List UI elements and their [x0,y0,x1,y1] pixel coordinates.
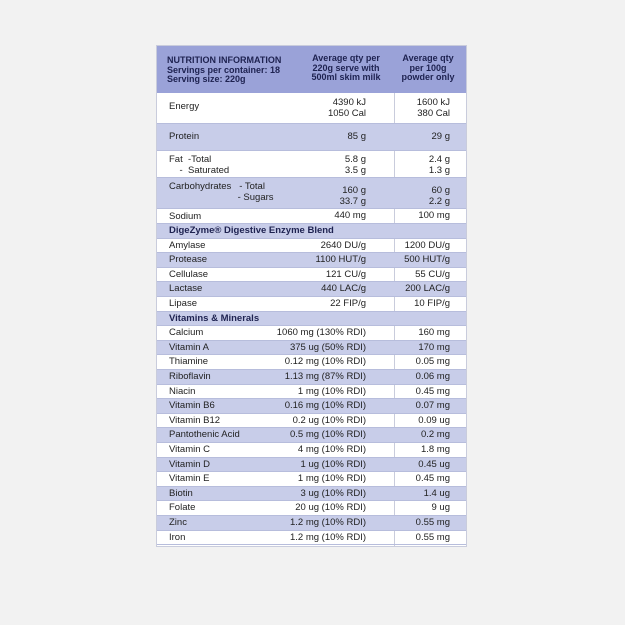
value-per-serve [298,444,366,455]
nutrient-row [157,487,466,502]
value-per-serve [298,473,366,484]
nutrient-name [169,254,207,265]
value-per-100g-line: 29 g [431,131,450,142]
nutrient-name-line: Iron [169,531,186,543]
value-per-100g [416,356,450,367]
nutrient-name-line: Folate [169,502,196,514]
value-per-serve-line: 1.2 mg (10% RDI) [289,531,366,543]
nutrient-row [157,209,466,224]
value-per-serve [295,502,366,513]
value-per-serve-line: 3.5 g [344,165,366,176]
value-per-serve [293,415,366,426]
value-per-100g-line: 1600 kJ [416,97,450,108]
value-per-serve [348,131,367,142]
nutrient-row [157,428,466,443]
value-per-100g [416,517,450,528]
value-per-serve [290,532,366,543]
nutrient-name-line: Biotin [169,487,193,499]
value-per-100g-line: 160 mg [418,327,450,339]
value-per-100g [416,473,450,484]
nutrient-name [169,269,208,280]
value-per-100g [429,154,450,176]
nutrient-name [169,131,199,142]
value-per-100g [405,283,450,294]
value-per-serve-line: 0.12 mg (10% RDI) [284,356,366,368]
value-per-100g [421,429,450,440]
value-per-serve-line: 2640 DU/g [320,239,366,251]
value-per-serve-line: 3 ug (10% RDI) [300,487,366,499]
nutrient-row [157,501,466,516]
value-per-serve [290,517,366,528]
value-per-100g [418,327,450,338]
value-per-serve-line: 22 FIP/g [330,298,366,309]
value-per-serve-line: 160 g [342,185,366,196]
nutrient-row [157,355,466,370]
value-per-serve [315,254,366,265]
value-per-100g [416,386,450,397]
value-per-100g [416,371,450,382]
nutrient-name-line: Carbohydrates - Total [169,181,265,192]
value-per-100g-line: 2.4 g [428,154,450,165]
value-per-100g-line: 60 g [431,185,450,196]
value-per-serve [285,400,366,411]
nutrient-name [169,240,205,251]
value-per-100g [405,240,450,251]
column-header-per-serve [307,54,385,83]
value-per-100g-line: 380 Cal [417,108,450,119]
nutrient-name [169,371,211,382]
value-per-100g-line: 1.4 ug [423,487,450,499]
value-per-serve-line: 1 mg (10% RDI) [297,385,366,397]
nutrient-row [157,341,466,356]
value-per-serve-line: 0.16 mg (10% RDI) [284,400,366,412]
value-per-100g-line: 0.2 mg [420,429,450,441]
value-per-100g-line: 9 ug [431,502,450,514]
value-per-100g [404,254,450,265]
nutrient-row [157,178,466,209]
value-per-serve [340,185,366,207]
nutrient-name-line: Pantothenic Acid [169,429,240,441]
nutrient-row [157,531,466,546]
value-per-100g-line: 0.45 mg [415,385,450,397]
value-per-serve [330,298,366,309]
nutrient-row [157,124,466,151]
value-per-serve [290,429,366,440]
value-per-100g-line: 0.45 ug [418,458,450,470]
nutrient-name-line: Vitamin B6 [169,400,215,412]
value-per-100g-line: 0.07 mg [415,400,450,412]
nutrient-name [169,327,203,338]
nutrient-name [169,211,201,222]
nutrient-row [157,472,466,487]
nutrient-row [157,297,466,312]
value-per-serve-line: 4 mg (10% RDI) [297,444,366,455]
value-per-100g [418,210,450,221]
value-per-100g-line: 0.55 mg [415,517,450,528]
nutrient-name-line: Zinc [169,517,187,528]
value-per-serve-line: 1.2 mg (10% RDI) [289,517,366,528]
value-per-100g [416,532,450,543]
nutrient-name [169,342,209,353]
nutrient-row [157,516,466,531]
value-per-100g [429,185,450,207]
nutrient-row [157,282,466,297]
column-header-line: powder only [401,72,455,82]
value-per-100g-line: 200 LAC/g [405,283,450,295]
nutrient-row [157,399,466,414]
value-per-100g-line: 500 HUT/g [404,254,450,266]
value-per-100g-line: 0.05 mg [415,356,450,368]
nutrient-name-line: Lactase [169,283,203,295]
nutrient-name-line: Vitamin B12 [169,414,221,426]
nutrient-name-line: Vitamin C [169,444,211,455]
column-header-line: per 100g [409,62,447,73]
value-per-serve [285,371,366,382]
value-per-100g-line: 1.8 mg [420,444,450,455]
column-header-line: Average qty [402,53,454,63]
value-per-100g [432,502,451,513]
value-per-100g-line: 170 mg [418,341,450,353]
header-info [167,56,307,85]
value-per-serve [321,283,366,294]
value-per-serve-line: 1 mg (10% RDI) [297,473,366,485]
nutrient-name-line: Sodium [169,211,202,222]
value-per-100g [417,97,450,119]
nutrient-name-line: Thiamine [169,356,209,368]
value-per-100g [418,415,450,426]
servings-per-container: Servings per container: 18 [167,64,281,75]
nutrient-name [169,154,229,176]
nutrient-name [169,415,220,426]
value-per-serve-line: 20 ug (10% RDI) [295,502,366,514]
nutrient-name [169,488,193,499]
value-per-serve-line: 0.5 mg (10% RDI) [289,429,366,441]
value-per-100g-line: 0.45 mg [415,473,450,485]
nutrient-row [157,93,466,124]
serving-size: Serving size: 220g [167,74,246,84]
nutrient-row [157,239,466,254]
value-per-serve-line: 33.7 g [339,196,366,207]
value-per-serve [321,240,366,251]
value-per-serve [301,488,366,499]
value-per-serve-line: 121 CU/g [325,268,366,280]
nutrient-name [169,459,210,470]
nutrient-row [157,326,466,341]
nutrient-name-line: Amylase [169,239,206,251]
value-per-100g [418,459,450,470]
nutrient-row [157,253,466,268]
nutrient-name-line: Vitamin A [169,341,209,353]
value-per-100g-line: 2.2 g [428,196,450,207]
value-per-100g [415,269,450,280]
nutrient-name [169,298,197,309]
nutrient-name [169,444,210,455]
nutrient-row [157,443,466,458]
nutrient-row [157,385,466,400]
nutrient-name-line: - Saturated [169,165,230,176]
value-per-serve-line: 5.8 g [344,154,366,165]
value-per-100g-line: 100 mg [418,210,450,221]
nutrient-name-line: Protein [169,131,200,142]
nutrient-row [157,370,466,385]
nutrient-name [169,101,199,112]
nutrition-panel [156,45,467,547]
nutrient-name [169,386,195,397]
section-header [157,312,466,327]
value-per-serve-line: 0.2 ug (10% RDI) [292,414,366,426]
nutrient-name-line: Niacin [169,385,196,397]
nutrient-name [169,517,187,528]
nutrient-name-line: Calcium [169,327,204,339]
column-header-line: Average qty per [312,53,380,63]
value-per-100g-line: 1200 DU/g [404,239,450,251]
nutrient-name-line: Energy [169,101,200,112]
nutrient-name [169,429,240,440]
nutrient-name [169,283,202,294]
value-per-100g-line: 55 CU/g [415,268,450,280]
nutrient-name-line: Cellulase [169,268,209,280]
nutrient-row [157,414,466,429]
column-header-line: 500ml skim milk [311,72,381,82]
nutrient-name-line: Riboflavin [169,371,211,382]
value-per-serve [298,386,366,397]
value-per-serve [328,97,366,119]
nutrient-name-line: - Sugars [169,192,274,203]
value-per-100g [418,342,450,353]
nutrient-name-line: Vitamin D [169,458,211,470]
value-per-100g [421,444,450,455]
nutrient-name-line: Fat -Total [169,154,212,165]
value-per-serve [285,356,366,367]
value-per-serve-line: 1 ug (10% RDI) [300,458,366,470]
nutrient-name [169,356,208,367]
value-per-serve [345,154,366,176]
nutrient-row [157,151,466,178]
value-per-serve [334,210,366,221]
value-per-serve-line: 1100 HUT/g [315,254,366,266]
value-per-100g-line: 0.55 mg [415,531,450,543]
value-per-100g-line: 10 FIP/g [414,298,450,309]
value-per-100g [416,400,450,411]
column-header-line: 220g serve with [312,62,380,73]
nutrient-name [169,181,274,203]
value-per-100g-line: 1.3 g [428,165,450,176]
nutrition-header [157,46,466,93]
nutrient-row [157,268,466,283]
value-per-100g-line: 0.09 ug [418,414,450,426]
value-per-serve-line: 375 ug (50% RDI) [289,341,366,353]
value-per-serve [290,342,366,353]
header-title: NUTRITION INFORMATION [167,55,282,65]
nutrient-name [169,400,215,411]
value-per-serve [301,459,366,470]
nutrient-name [169,473,209,484]
value-per-100g [432,131,451,142]
nutrient-name [169,532,185,543]
value-per-serve-line: 4390 kJ [332,97,366,108]
value-per-serve-line: 440 LAC/g [321,283,366,295]
nutrient-row [157,458,466,473]
value-per-serve-line: 1.13 mg (87% RDI) [284,371,366,382]
nutrient-name [169,502,195,513]
section-title: DigeZyme® Digestive Enzyme Blend [169,225,334,236]
nutrient-name-line: Vitamin E [169,473,210,485]
value-per-serve-line: 1050 Cal [327,108,366,119]
value-per-100g-line: 0.06 mg [415,371,450,382]
value-per-100g [414,298,450,309]
value-per-serve-line: 1060 mg (130% RDI) [276,327,366,339]
section-title: Vitamins & Minerals [169,312,260,324]
value-per-100g [424,488,450,499]
section-header [157,224,466,239]
value-per-serve [326,269,366,280]
nutrient-name-line: Lipase [169,298,197,309]
value-per-serve-line: 440 mg [334,210,366,221]
value-per-serve-line: 85 g [347,131,366,142]
value-per-serve [277,327,366,338]
column-header-per-100g [397,54,459,83]
nutrient-name-line: Protease [169,254,208,266]
